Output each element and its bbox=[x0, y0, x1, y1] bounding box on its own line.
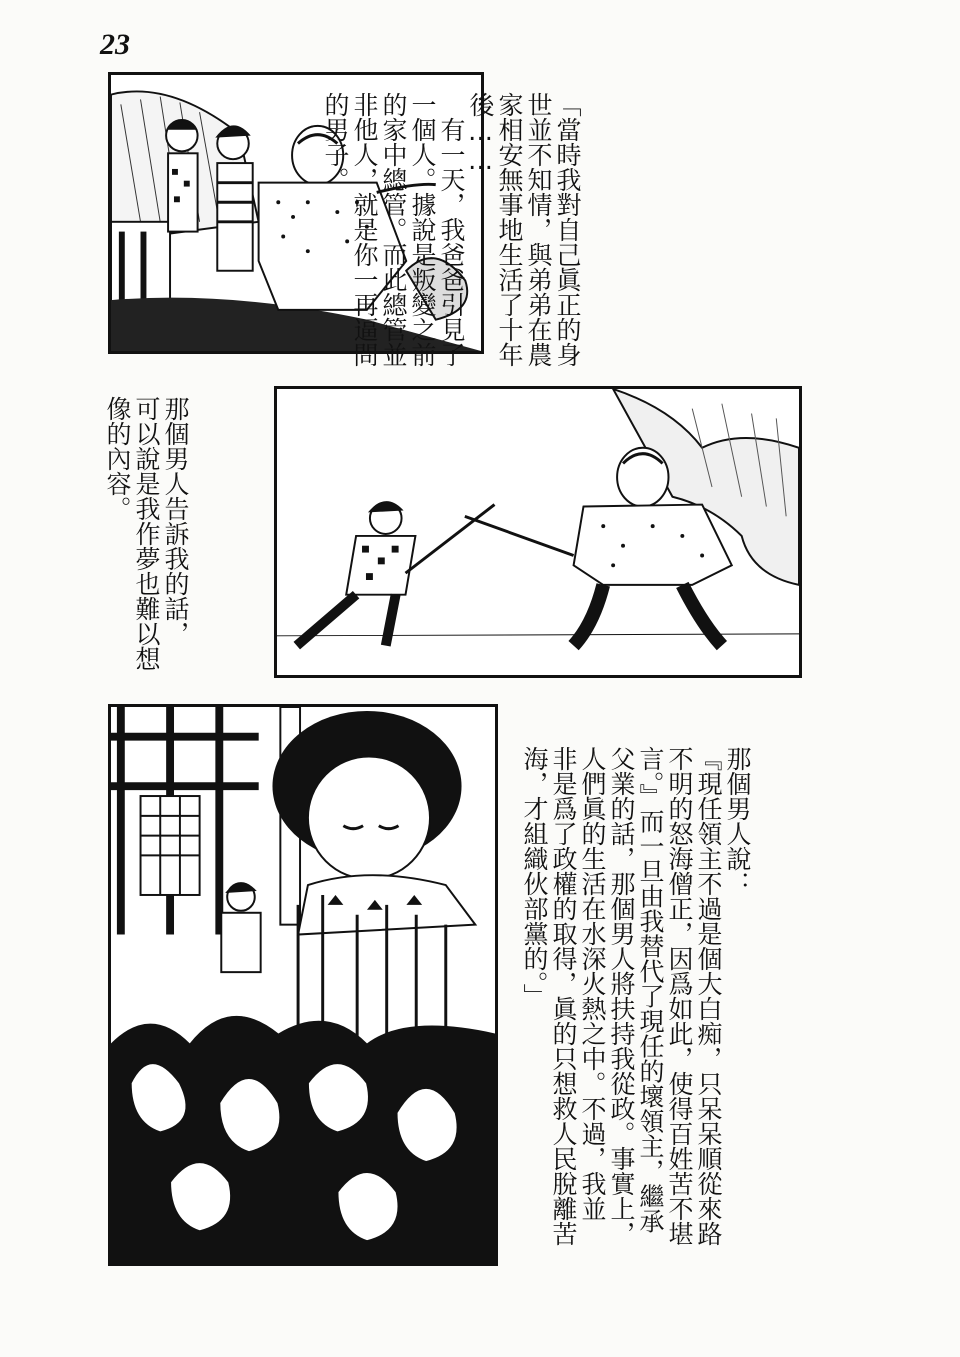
page-number: 23 bbox=[100, 28, 130, 61]
narration-caption-3: 那個男人說： 『現任領主不過是個大白痴，只呆呆順從來路 不明的怒海僧正，因爲如此，使得百姓苦不堪 言。』而一旦由我替代了現任的壞領主，繼承 父業的話，那個男人將扶持我從政。事實上， 人們眞的生活在水深火熱之中。不過，我並 非是爲了政權的取得，眞的只想救人民脫離苦 海，才組織伙部黨的。」 bbox=[520, 746, 752, 1246]
narration-caption-1: 「當時我對自己眞正的身 世並不知情，與弟弟在農 家相安無事地生活了十年 後…… 有一天，我爸爸引見了 一個人。據說是叛變之前 的家中總管。而此總管並 非他人，就是你一再逼問 的男子。 bbox=[321, 92, 582, 367]
manga-panel-prisoner-fire bbox=[108, 704, 498, 1266]
manga-panel-sword-duel bbox=[274, 386, 802, 678]
narration-caption-2: 那個男人告訴我的話， 可以說是我作夢也難以想 像的內容。 bbox=[103, 396, 190, 671]
sword-duel-illustration bbox=[277, 389, 799, 675]
prisoner-fire-illustration bbox=[111, 707, 495, 1263]
